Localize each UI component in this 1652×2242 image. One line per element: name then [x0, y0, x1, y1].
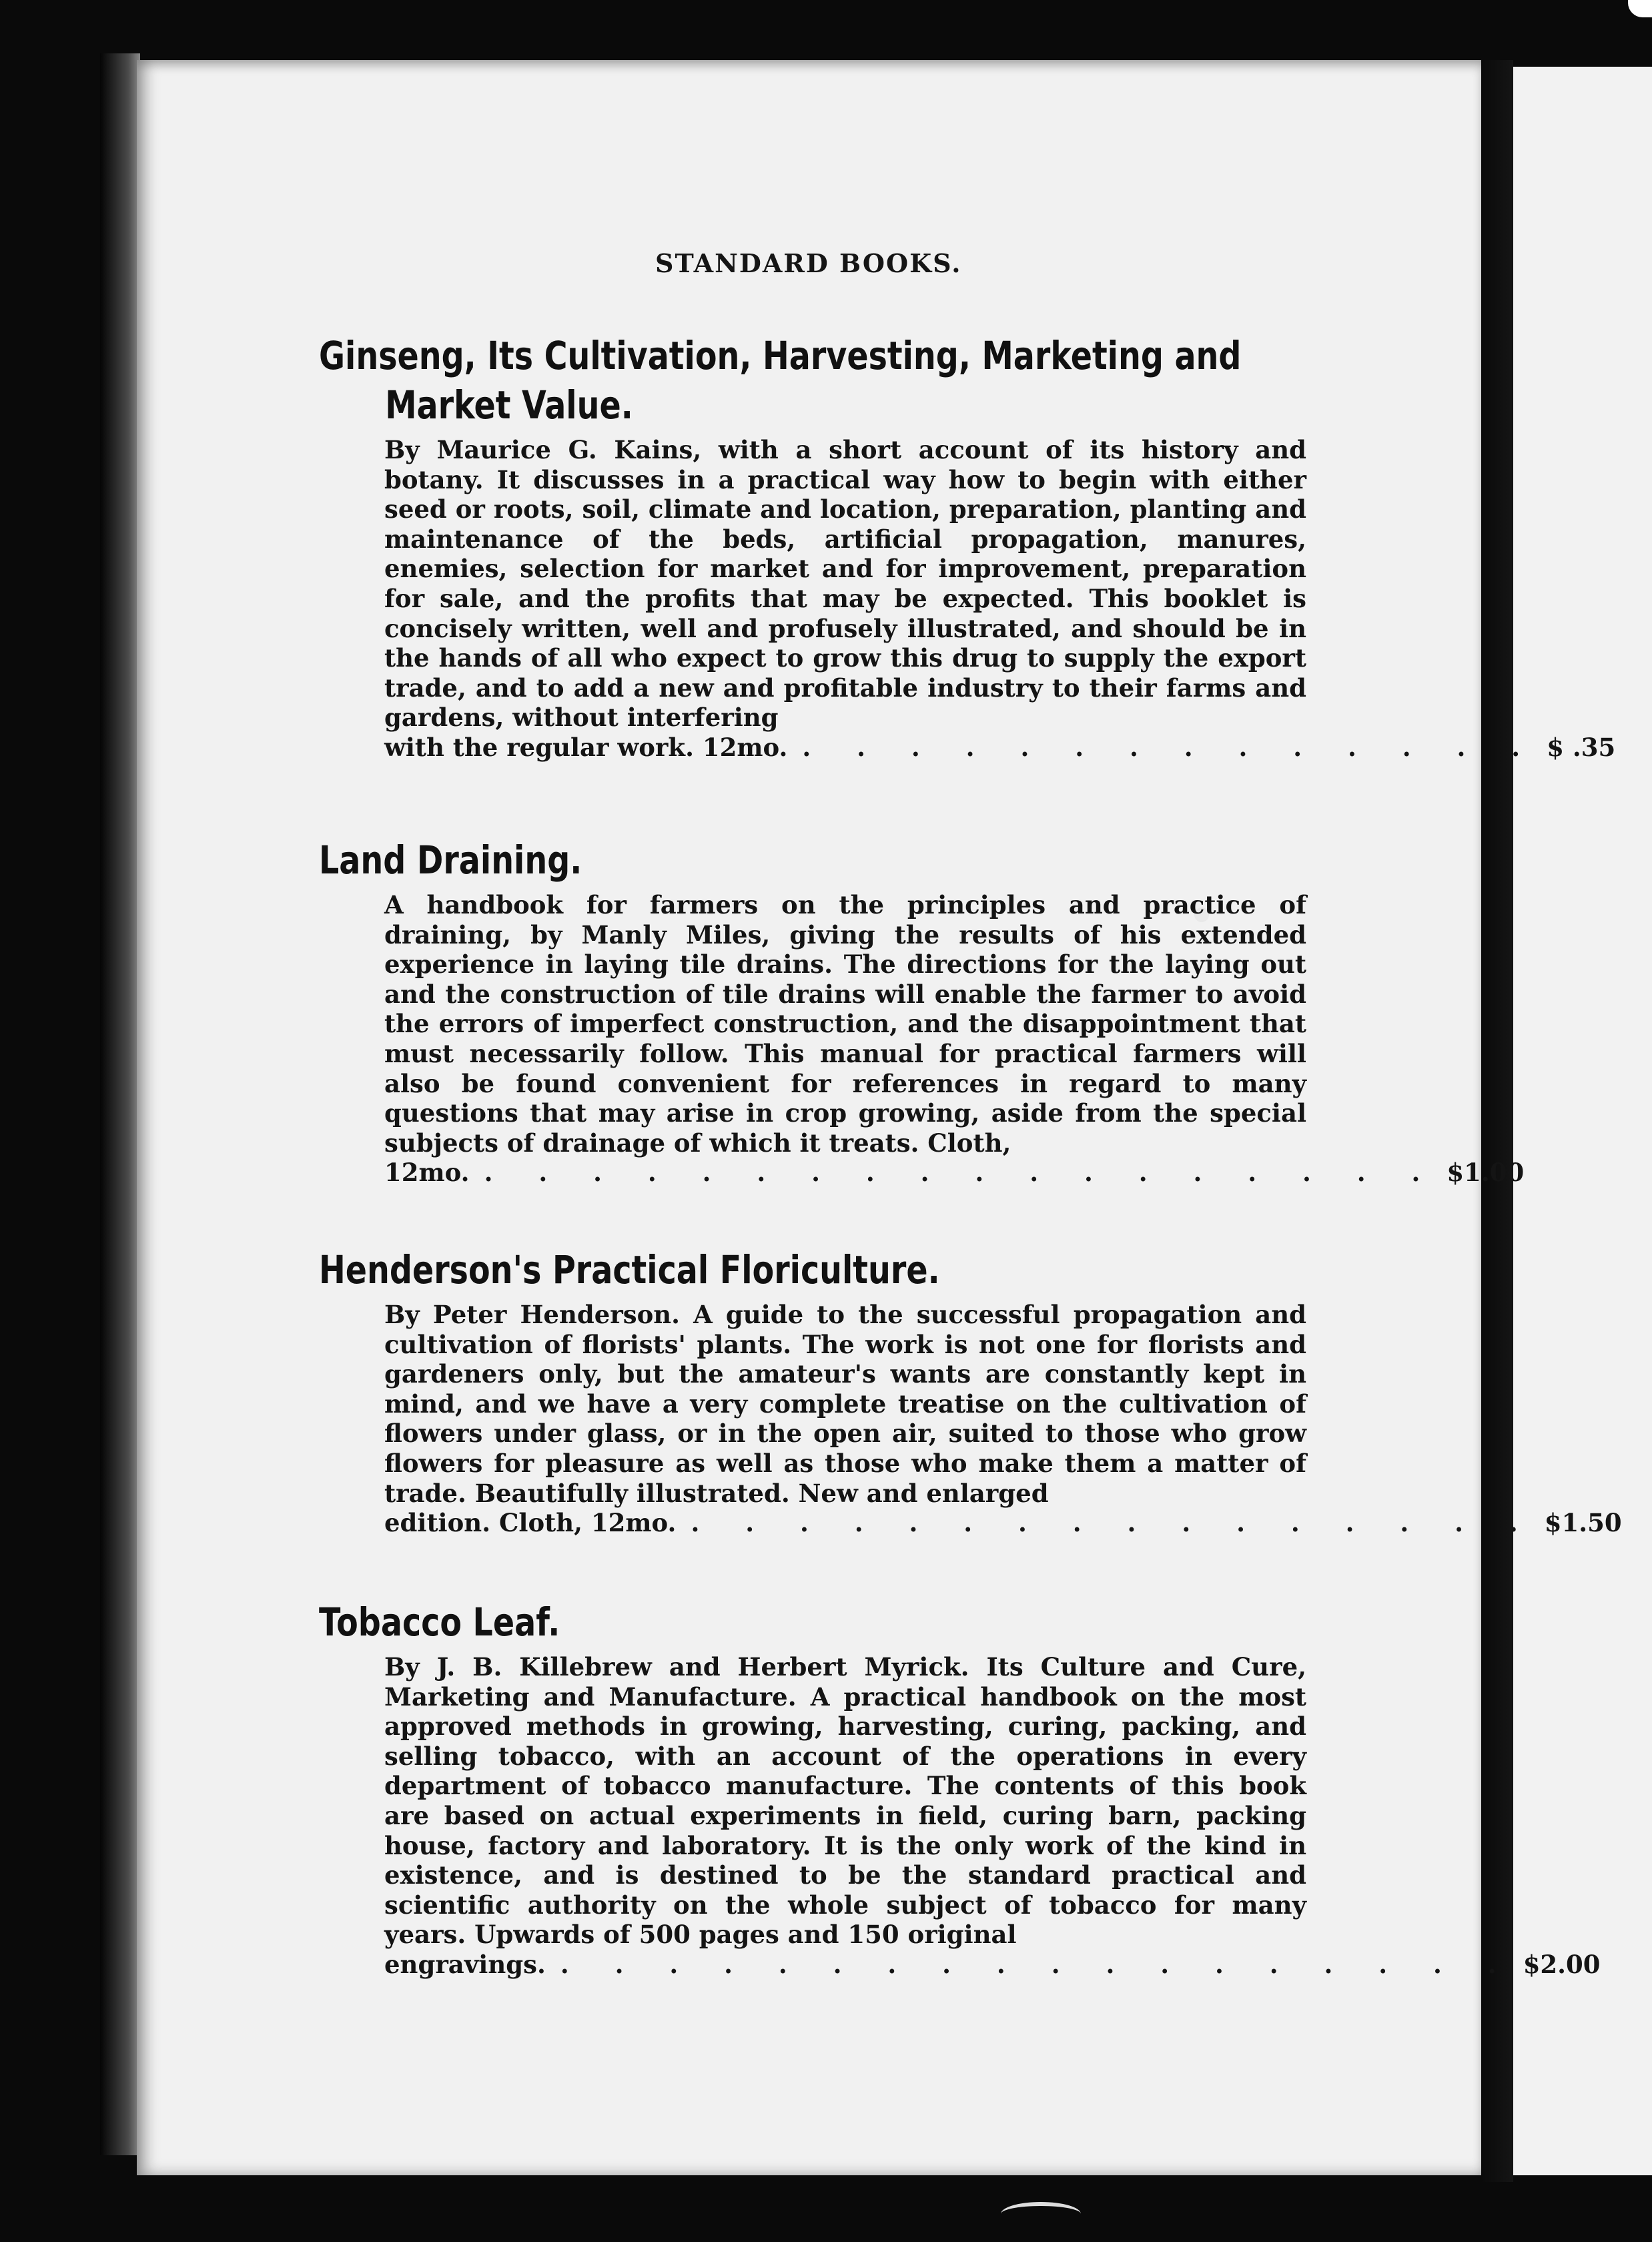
- book-title: [319, 331, 1242, 430]
- book-entry-land-draining: [319, 835, 1525, 1188]
- book-price: $1.00: [1447, 1158, 1525, 1188]
- dot-leader: . . . . . . . . . . . . . . . .: [691, 1508, 1537, 1538]
- book-title-line1: Tobacco Leaf.: [319, 1599, 560, 1645]
- price-line-text: engravings.: [384, 1949, 546, 1979]
- dot-leader: . . . . . . . . . . . . . .: [802, 732, 1539, 762]
- book-title-line1: Land Draining.: [319, 837, 582, 883]
- book-entry-ginseng: [319, 331, 1616, 763]
- next-page-edge: [1513, 67, 1652, 2175]
- price-line: [384, 732, 1616, 763]
- book-price: $ .35: [1547, 732, 1616, 762]
- book-description-text: By Peter Henderson. A guide to the successful propagation and cultivation of florists' plants. The work is not one for florists and gardeners only, but the amateur's wants are constantly kept in mind, and we have a very complete treatise on the cultivation of flowers under glass, or in the open air, suited to those who grow flowers for pleasure as well as those who make them a matter of trade. Beautifully illustrated. New and enlarged: [384, 1300, 1306, 1508]
- price-line-text: with the regular work. 12mo.: [384, 732, 788, 762]
- book-title-line2: Market Value.: [385, 382, 633, 428]
- price-line: [384, 1508, 1622, 1538]
- book-description-text: By Maurice G. Kains, with a short account of its history and botany. It discusses in a practical way how to begin with either seed or roots, soil, climate and location, preparation, planting and maintenance of the beds, artificial propagation, manures, enemies, selection for market and for improvement, preparation for sale, and the profits that may be expected. This booklet is concisely written, well and profusely illustrated, and should be in the hands of all who expect to grow this drug to supply the export trade, and to add a new and profitable industry to their farms and gardens, without interfering: [384, 435, 1306, 733]
- book-entry-tobacco-leaf: [319, 1597, 1601, 1980]
- price-line: [384, 1158, 1525, 1188]
- page-gutter: [1481, 60, 1513, 2182]
- price-line: [384, 1949, 1601, 1980]
- book-price: $1.50: [1544, 1508, 1622, 1538]
- book-title-line1: Henderson's Practical Floriculture.: [319, 1247, 940, 1292]
- page-header: STANDARD BOOKS.: [655, 248, 962, 278]
- book-title-line1: Ginseng, Its Cultivation, Harvesting, Marketing and: [319, 333, 1242, 378]
- book-description-text: A handbook for farmers on the principles and practice of draining, by Manly Miles, giving the results of his extended experience in laying tile drains. The directions for the laying out and the construction of tile drains will enable the farmer to avoid the errors of imperfect construction, and the disappointment that must necessarily follow. This manual for practical farmers will also be found convenient for references in regard to many questions that may arise in crop growing, aside from the special subjects of drainage of which it treats. Cloth,: [384, 890, 1306, 1158]
- price-line-text: edition. Cloth, 12mo.: [384, 1508, 677, 1538]
- scan-corner-mark: [1628, 0, 1652, 17]
- book-entry-floriculture: [319, 1245, 1622, 1538]
- book-description: [384, 890, 1525, 1188]
- book-title: [319, 1597, 1131, 1647]
- scan-fold-mark: [1001, 2202, 1081, 2226]
- left-binding-shadow: [100, 53, 140, 2155]
- book-price: $2.00: [1523, 1949, 1601, 1979]
- dot-leader: . . . . . . . . . . . . . . . . . .: [560, 1949, 1515, 1979]
- book-description: [384, 435, 1616, 763]
- dot-leader: . . . . . . . . . . . . . . . . . .: [484, 1158, 1439, 1188]
- book-description-text: By J. B. Killebrew and Herbert Myrick. Its Culture and Cure, Marketing and Manufacture. A practical handbook on the most approved methods in growing, harvesting, curing, packing, and selling tobacco, with an account of the operations in every department of tobacco manufacture. The contents of this book are based on actual experiments in field, curing barn, packing house, factory and laboratory. It is the only work of the kind in existence, and is destined to be the standard practical and scientific authority on the whole subject of tobacco for many years. Upwards of 500 pages and 150 original: [384, 1652, 1306, 1950]
- book-title: [319, 835, 1131, 885]
- book-description: [384, 1300, 1622, 1538]
- price-line-text: 12mo.: [384, 1158, 470, 1188]
- book-title: [319, 1245, 1131, 1294]
- book-description: [384, 1652, 1601, 1980]
